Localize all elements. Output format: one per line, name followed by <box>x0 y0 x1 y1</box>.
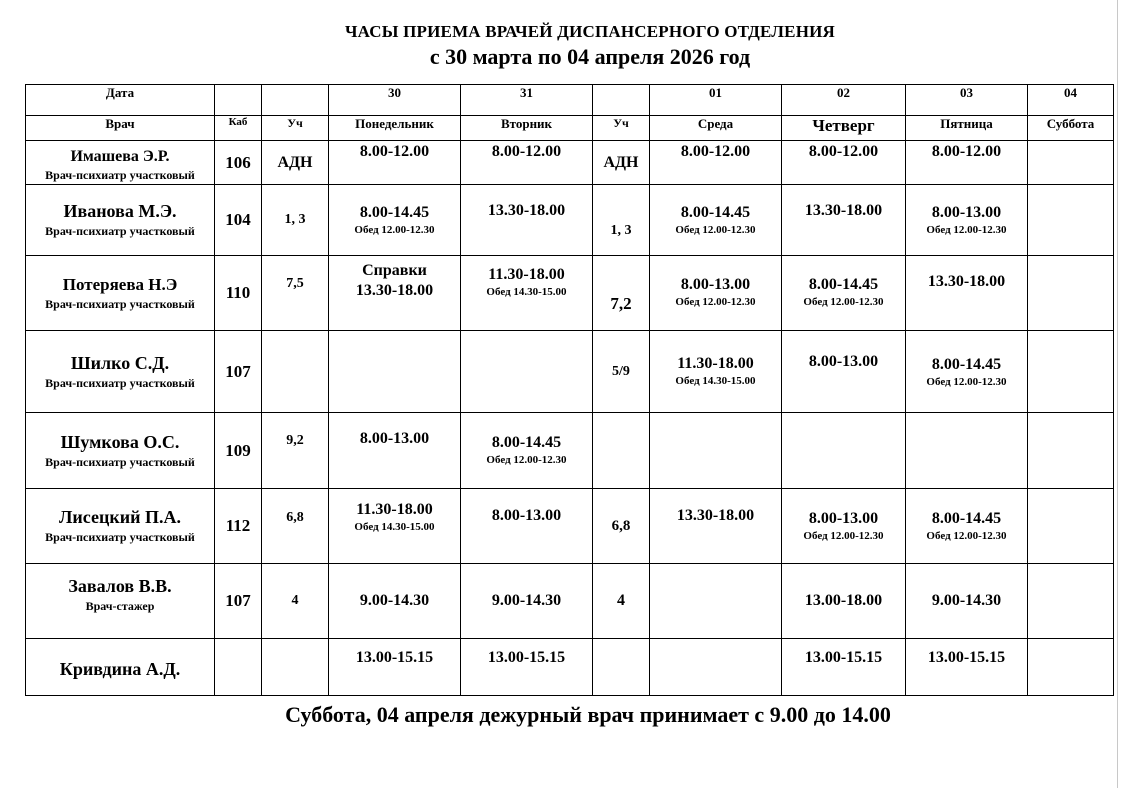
table-row <box>26 639 1114 696</box>
empty-cell <box>262 85 329 116</box>
doctor-name: Потеряева Н.Э <box>62 274 178 294</box>
tue-lunch: Обед 12.00-12.30 <box>486 454 567 466</box>
wed-cell <box>650 489 782 564</box>
mon-cell <box>329 413 461 489</box>
uch-cell: 9,2 <box>262 413 329 489</box>
mon-cell <box>329 564 461 639</box>
thu-hours: 8.00-14.45 <box>808 276 879 293</box>
wed-hours: 8.00-13.00 <box>680 276 751 293</box>
thu-cell <box>782 185 906 256</box>
weekday-sat: Суббота <box>1028 116 1114 141</box>
empty-cell <box>593 85 650 116</box>
column-header-row <box>26 116 1114 141</box>
thu-lunch: Обед 12.00-12.30 <box>803 296 884 308</box>
wed-hours: 13.30-18.00 <box>676 507 755 524</box>
date-thu: 02 <box>782 85 906 116</box>
mon-hours: 9.00-14.30 <box>359 592 430 609</box>
tue-cell <box>461 331 593 413</box>
doctor-name: Иванова М.Э. <box>63 201 177 221</box>
table-row <box>26 141 1114 185</box>
weekday-tue: Вторник <box>461 116 593 141</box>
mon-hours: 13.30-18.00 <box>355 282 434 299</box>
uch-cell-2: 4 <box>593 564 650 639</box>
fri-cell <box>906 256 1028 331</box>
thu-cell <box>782 639 906 696</box>
uch-cell-2: 7,2 <box>593 256 650 331</box>
sat-cell <box>1028 564 1114 639</box>
cab-cell: 107 <box>215 331 262 413</box>
cab-cell: 104 <box>215 185 262 256</box>
doctor-role: Врач-психиатр участковый <box>45 454 195 469</box>
page-title: ЧАСЫ ПРИЕМА ВРАЧЕЙ ДИСПАНСЕРНОГО ОТДЕЛЕНИЯ <box>344 22 836 41</box>
sat-cell <box>1028 639 1114 696</box>
wed-cell <box>650 256 782 331</box>
thu-hours: 8.00-13.00 <box>808 353 879 370</box>
fri-cell <box>906 141 1028 185</box>
uch-cell-2: 6,8 <box>593 489 650 564</box>
wed-cell <box>650 564 782 639</box>
uch-cell-2: 5/9 <box>593 331 650 413</box>
wed-cell <box>650 141 782 185</box>
fri-cell <box>906 639 1028 696</box>
weekday-mon: Понедельник <box>329 116 461 141</box>
wed-cell <box>650 185 782 256</box>
table-row <box>26 489 1114 564</box>
tue-hours: 9.00-14.30 <box>491 592 562 609</box>
sat-cell <box>1028 185 1114 256</box>
thu-hours: 13.00-15.15 <box>804 649 883 666</box>
tue-hours: 13.30-18.00 <box>487 202 566 219</box>
doctor-role: Врач-стажер <box>85 599 155 613</box>
date-wed: 01 <box>650 85 782 116</box>
page-edge-line <box>1117 0 1118 788</box>
cab-cell <box>215 639 262 696</box>
fri-lunch: Обед 12.00-12.30 <box>926 530 1007 542</box>
tue-hours: 13.00-15.15 <box>487 649 566 666</box>
mon-cell <box>329 331 461 413</box>
tue-cell <box>461 639 593 696</box>
doctor-cell <box>26 185 215 256</box>
uch-cell-2: 1, 3 <box>593 185 650 256</box>
page-subtitle: с 30 марта по 04 апреля 2026 год <box>429 44 751 69</box>
thu-cell <box>782 256 906 331</box>
wed-hours: 8.00-12.00 <box>680 143 751 160</box>
cab-cell: 110 <box>215 256 262 331</box>
fri-hours: 8.00-14.45 <box>931 356 1002 373</box>
table-row <box>26 413 1114 489</box>
doctor-role: Врач-психиатр участковый <box>45 168 195 182</box>
sat-cell <box>1028 413 1114 489</box>
thu-cell <box>782 141 906 185</box>
wed-cell <box>650 331 782 413</box>
mon-lunch: Обед 12.00-12.30 <box>354 224 435 236</box>
tue-hours: 8.00-13.00 <box>491 507 562 524</box>
sat-cell <box>1028 489 1114 564</box>
wed-lunch: Обед 14.30-15.00 <box>675 375 756 387</box>
sat-cell <box>1028 256 1114 331</box>
weekday-thu: Четверг <box>782 116 906 141</box>
date-header-row <box>26 85 1114 116</box>
mon-hours: 8.00-12.00 <box>359 143 430 160</box>
mon-hours: 8.00-14.45 <box>359 204 430 221</box>
doctor-name: Завалов В.В. <box>68 576 172 596</box>
uch-label: Уч <box>262 116 329 141</box>
tue-hours: 8.00-12.00 <box>491 143 562 160</box>
uch-cell: 6,8 <box>262 489 329 564</box>
doctor-cell <box>26 564 215 639</box>
tue-cell <box>461 564 593 639</box>
date-sat: 04 <box>1028 85 1114 116</box>
tue-cell <box>461 489 593 564</box>
mon-cell <box>329 141 461 185</box>
doctor-cell <box>26 639 215 696</box>
weekday-wed: Среда <box>650 116 782 141</box>
uch-cell: АДН <box>262 141 329 185</box>
fri-lunch: Обед 12.00-12.30 <box>926 224 1007 236</box>
doctor-cell <box>26 331 215 413</box>
fri-cell <box>906 185 1028 256</box>
thu-hours: 13.30-18.00 <box>804 202 883 219</box>
cab-cell: 112 <box>215 489 262 564</box>
sat-cell <box>1028 141 1114 185</box>
table-row <box>26 564 1114 639</box>
fri-lunch: Обед 12.00-12.30 <box>926 376 1007 388</box>
doctor-label: Врач <box>26 116 215 141</box>
doctor-cell <box>26 141 215 185</box>
doctor-cell <box>26 489 215 564</box>
sat-cell <box>1028 331 1114 413</box>
uch-cell: 4 <box>262 564 329 639</box>
uch-cell: 7,5 <box>262 256 329 331</box>
uch-cell-2 <box>593 639 650 696</box>
doctor-cell <box>26 256 215 331</box>
thu-hours: 8.00-13.00 <box>808 510 879 527</box>
doctor-name: Лисецкий П.А. <box>59 507 181 527</box>
doctor-name: Имашева Э.Р. <box>70 148 170 165</box>
footer-note: Суббота, 04 апреля дежурный врач принимает с 9.00 до 14.00 <box>285 702 891 727</box>
cab-cell: 109 <box>215 413 262 489</box>
fri-hours: 8.00-14.45 <box>931 510 1002 527</box>
wed-hours: 11.30-18.00 <box>677 355 754 372</box>
uch-label-2: Уч <box>593 116 650 141</box>
doctor-role: Врач-психиатр участковый <box>45 296 195 311</box>
tue-cell <box>461 141 593 185</box>
date-label: Дата <box>26 85 215 116</box>
doctor-name: Кривдина А.Д. <box>59 658 181 679</box>
mon-hours: 11.30-18.00 <box>356 501 433 518</box>
thu-cell <box>782 413 906 489</box>
wed-lunch: Обед 12.00-12.30 <box>675 296 756 308</box>
tue-hours: 11.30-18.00 <box>488 266 565 283</box>
fri-cell <box>906 489 1028 564</box>
mon-lunch: Обед 14.30-15.00 <box>354 521 435 533</box>
tue-hours: 8.00-14.45 <box>491 434 562 451</box>
mon-note: Справки <box>362 262 427 279</box>
tue-lunch: Обед 14.30-15.00 <box>486 286 567 298</box>
tue-cell <box>461 256 593 331</box>
cab-cell: 107 <box>215 564 262 639</box>
date-tue: 31 <box>461 85 593 116</box>
thu-cell <box>782 489 906 564</box>
cab-cell: 106 <box>215 141 262 185</box>
mon-hours: 8.00-13.00 <box>359 430 430 447</box>
schedule-table <box>25 84 1114 696</box>
doctor-cell <box>26 413 215 489</box>
mon-cell <box>329 639 461 696</box>
date-fri: 03 <box>906 85 1028 116</box>
mon-cell <box>329 185 461 256</box>
table-row <box>26 331 1114 413</box>
wed-cell <box>650 413 782 489</box>
thu-cell <box>782 331 906 413</box>
fri-hours: 9.00-14.30 <box>931 592 1002 609</box>
weekday-fri: Пятница <box>906 116 1028 141</box>
fri-cell <box>906 413 1028 489</box>
uch-cell <box>262 639 329 696</box>
doctor-role: Врач-психиатр участковый <box>45 530 195 544</box>
uch-cell <box>262 331 329 413</box>
cab-label: Каб <box>215 116 262 141</box>
uch-cell-2: АДН <box>593 141 650 185</box>
fri-hours: 8.00-13.00 <box>931 204 1002 221</box>
uch-cell: 1, 3 <box>262 185 329 256</box>
fri-cell <box>906 331 1028 413</box>
table-row <box>26 256 1114 331</box>
fri-hours: 8.00-12.00 <box>931 143 1002 160</box>
mon-cell <box>329 489 461 564</box>
wed-cell <box>650 639 782 696</box>
thu-cell <box>782 564 906 639</box>
fri-cell <box>906 564 1028 639</box>
doctor-role: Врач-психиатр участковый <box>45 224 195 238</box>
thu-hours: 8.00-12.00 <box>808 143 879 160</box>
doctor-name: Шилко С.Д. <box>70 352 170 373</box>
tue-cell <box>461 185 593 256</box>
fri-hours: 13.30-18.00 <box>927 273 1006 290</box>
fri-hours: 13.00-15.15 <box>927 649 1006 666</box>
thu-lunch: Обед 12.00-12.30 <box>803 530 884 542</box>
wed-hours: 8.00-14.45 <box>680 204 751 221</box>
mon-hours: 13.00-15.15 <box>355 649 434 666</box>
mon-cell <box>329 256 461 331</box>
wed-lunch: Обед 12.00-12.30 <box>675 224 756 236</box>
table-row <box>26 185 1114 256</box>
date-mon: 30 <box>329 85 461 116</box>
empty-cell <box>215 85 262 116</box>
tue-cell <box>461 413 593 489</box>
doctor-name: Шумкова О.С. <box>60 431 180 452</box>
doctor-role: Врач-психиатр участковый <box>45 375 195 390</box>
thu-hours: 13.00-18.00 <box>804 592 883 609</box>
uch-cell-2 <box>593 413 650 489</box>
